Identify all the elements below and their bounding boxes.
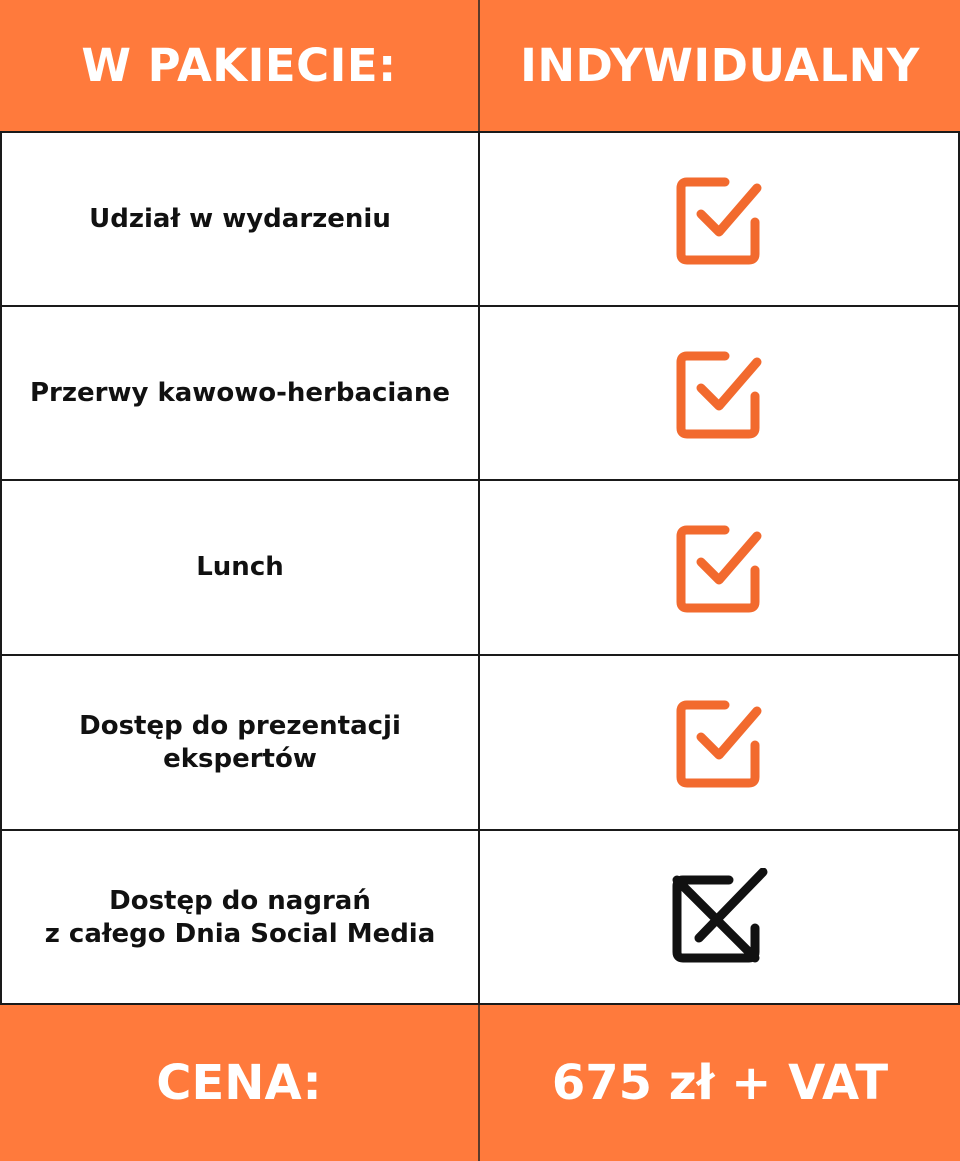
feature-label-line1: Dostęp do prezentacji	[79, 710, 401, 741]
table-row	[0, 479, 960, 654]
table-row	[0, 829, 960, 1004]
orange-check-icon	[673, 174, 765, 266]
feature-cell	[0, 481, 480, 654]
header-right-cell	[480, 0, 960, 131]
feature-label-line2: z całego Dnia Social Media	[44, 918, 436, 949]
feature-label: Udział w wydarzeniu	[89, 204, 391, 234]
table-row	[0, 654, 960, 829]
status-cell	[480, 831, 960, 1004]
price-value: 675 zł + VAT	[551, 1055, 889, 1111]
status-cell	[480, 133, 960, 306]
orange-check-icon	[673, 522, 765, 614]
status-cell	[480, 481, 960, 654]
header-left-cell	[0, 0, 480, 131]
feature-label-line1: Dostęp do nagrań	[109, 885, 371, 916]
orange-check-icon	[673, 348, 765, 440]
feature-cell	[0, 307, 480, 480]
feature-label	[59, 710, 421, 776]
feature-label-line2: ekspertów	[163, 743, 317, 774]
black-x-icon	[669, 868, 769, 968]
footer-left-cell	[0, 1005, 480, 1161]
feature-label: Przerwy kawowo-herbaciane	[29, 378, 450, 408]
table-footer	[0, 1003, 960, 1161]
table-row	[0, 131, 960, 306]
table-row	[0, 305, 960, 480]
orange-check-icon	[673, 697, 765, 789]
feature-cell	[0, 831, 480, 1004]
price-label: CENA:	[156, 1055, 322, 1111]
status-cell	[480, 307, 960, 480]
table-header	[0, 0, 960, 131]
feature-cell	[0, 133, 480, 306]
footer-right-cell	[480, 1005, 960, 1161]
header-left-label: W PAKIECIE:	[81, 39, 397, 92]
feature-cell	[0, 656, 480, 829]
feature-label: Lunch	[196, 552, 284, 582]
header-right-label: INDYWIDUALNY	[520, 39, 920, 92]
status-cell	[480, 656, 960, 829]
feature-label	[25, 885, 456, 951]
